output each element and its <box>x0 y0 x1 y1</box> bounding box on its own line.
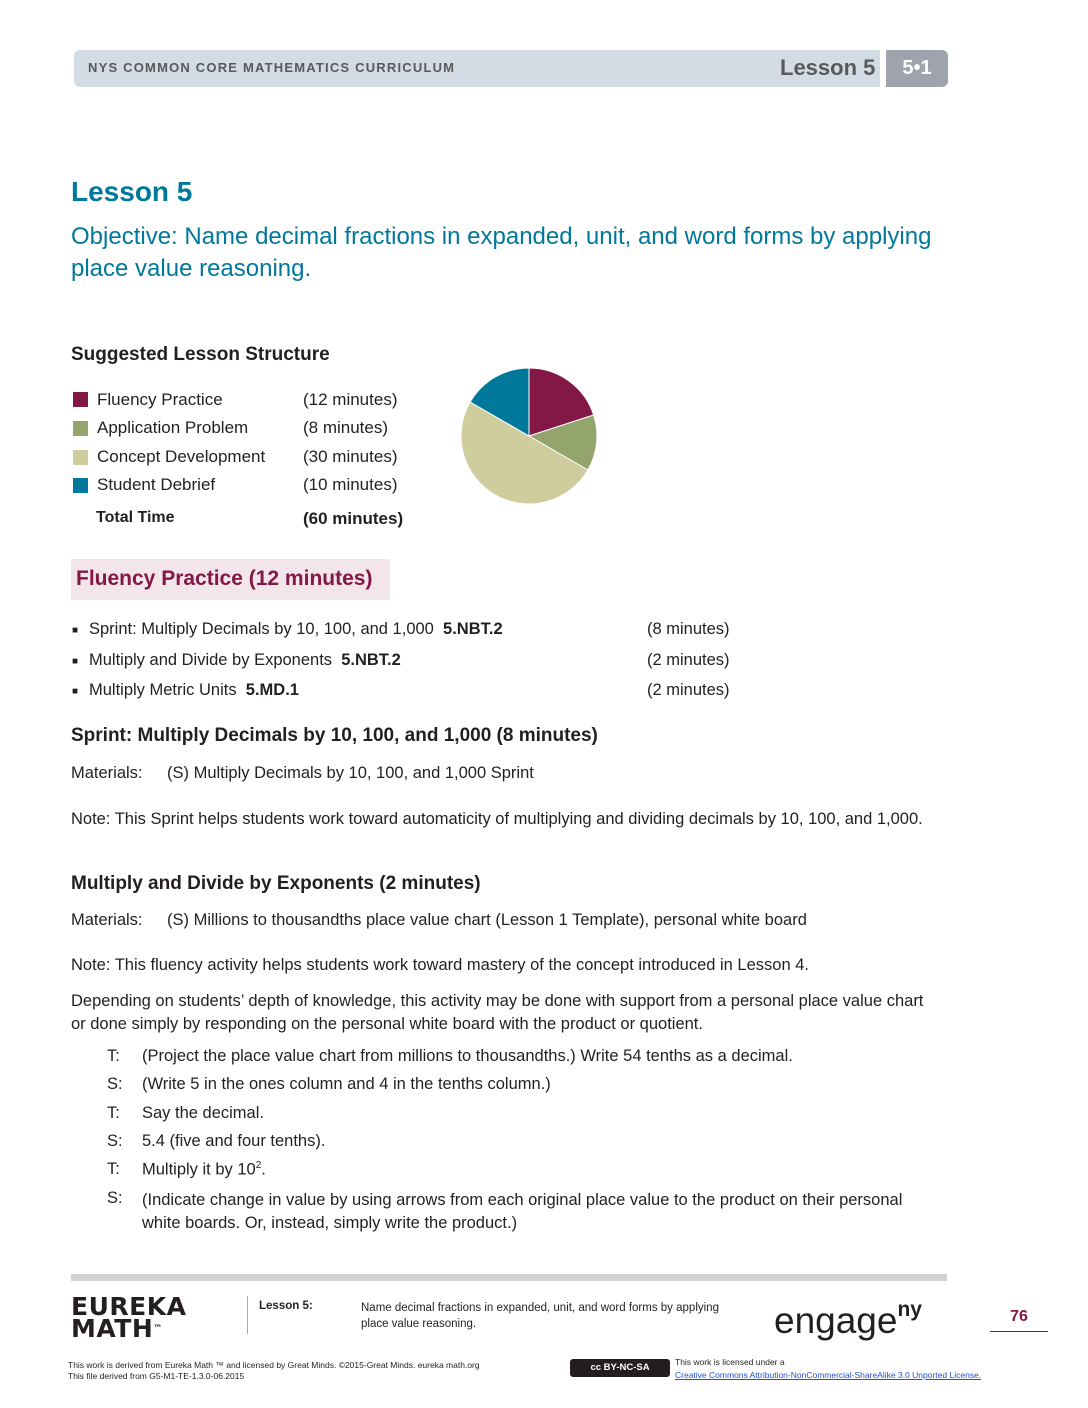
fluency-item-time: (2 minutes) <box>647 681 730 699</box>
exponents-materials-label: Materials: <box>71 911 143 929</box>
eureka-math-logo: EUREKA MATH™ <box>71 1292 187 1343</box>
exponent-superscript: 2 <box>255 1160 262 1171</box>
total-time-label: Total Time <box>96 509 175 526</box>
dialogue-speaker: T: <box>107 1047 120 1065</box>
standard-code: 5.NBT.2 <box>341 651 401 669</box>
legend-time-application: (8 minutes) <box>303 418 389 437</box>
standard-code: 5.MD.1 <box>245 681 299 699</box>
dialogue-line: 5.4 (five and four tenths). <box>142 1132 326 1150</box>
fluency-item-text: Sprint: Multiply Decimals by 10, 100, and 1,000 5.NBT.2 <box>89 620 503 638</box>
header-lesson-label: Lesson 5 <box>780 55 876 80</box>
legend-label-concept: Concept Development <box>97 447 266 466</box>
credit-line: This work is derived from Eureka Math ™ and licensed by Great Minds. ©2015-Great Minds. eureka math.org <box>68 1360 480 1370</box>
lesson-structure-heading: Suggested Lesson Structure <box>71 344 330 365</box>
swatch-fluency <box>73 392 88 407</box>
exponents-materials: (S) Millions to thousandths place value chart (Lesson 1 Template), personal white board <box>167 911 807 929</box>
fluency-item-time: (2 minutes) <box>647 651 730 669</box>
exponents-paragraph: Depending on students’ depth of knowledge, this activity may be done with support from a personal place value chart or done simply by responding on the personal white board with the product or quotient. <box>71 992 924 1033</box>
bullet-icon: ■ <box>72 656 79 667</box>
legend-time-fluency: (12 minutes) <box>303 390 398 409</box>
source-file-line: This file derived from G5-M1-TE-1.3.0-06.2015 <box>68 1371 245 1381</box>
fluency-item-text: Multiply Metric Units 5.MD.1 <box>89 681 299 699</box>
dialogue-speaker: T: <box>107 1104 120 1122</box>
bullet-icon: ■ <box>72 686 79 697</box>
curriculum-title: NYS COMMON CORE MATHEMATICS CURRICULUM <box>88 60 456 75</box>
bullet-icon: ■ <box>72 625 79 636</box>
standard-code: 5.NBT.2 <box>443 620 503 638</box>
legend-label-debrief: Student Debrief <box>97 475 216 494</box>
dialogue-line: (Indicate change in value by using arrows from each original place value to the product on their personal white boards. Or, instead, simply write the product.) <box>142 1191 903 1232</box>
total-time-value: (60 minutes) <box>303 509 404 528</box>
dialogue-speaker: T: <box>107 1160 120 1178</box>
dialogue-line: Multiply it by $10^2$. <box>142 1160 266 1179</box>
fluency-item-time: (8 minutes) <box>647 620 730 638</box>
fluency-heading: Fluency Practice (12 minutes) <box>76 567 373 590</box>
fluency-item-text: Multiply and Divide by Exponents 5.NBT.2 <box>89 651 401 669</box>
dialogue-speaker: S: <box>107 1189 123 1207</box>
page-title: Lesson 5 <box>71 176 193 207</box>
exponents-heading: Multiply and Divide by Exponents (2 minutes) <box>71 873 481 894</box>
license-text: This work is licensed under a <box>675 1357 785 1367</box>
engageny-logo: engage$^{ny}$ <box>774 1297 922 1341</box>
sprint-materials-label: Materials: <box>71 764 143 782</box>
dialogue-speaker: S: <box>107 1075 123 1093</box>
module-badge: 5•1 <box>886 50 948 87</box>
sprint-heading: Sprint: Multiply Decimals by 10, 100, and 1,000 (8 minutes) <box>71 725 598 746</box>
lesson-objective: Objective: Name decimal fractions in expanded, unit, and word forms by applying place value reasoning. <box>71 223 932 282</box>
dialogue-line: (Write 5 in the ones column and 4 in the tenths column.) <box>142 1075 551 1093</box>
page-number-rule <box>990 1331 1048 1332</box>
legend-label-application: Application Problem <box>97 418 249 437</box>
cc-license-badge: cc BY-NC-SA <box>570 1359 670 1377</box>
footer-lesson-label: Lesson 5: <box>259 1300 313 1312</box>
exponents-note: Note: This fluency activity helps students work toward mastery of the concept introduced in Lesson 4. <box>71 956 809 974</box>
page-number: 76 <box>1010 1308 1028 1325</box>
sprint-note: Note: This Sprint helps students work toward automaticity of multiplying and dividing decimals by 10, 100, and 1,000. <box>71 810 923 828</box>
lesson-structure-pie-chart <box>455 362 603 510</box>
legend-time-debrief: (10 minutes) <box>303 475 398 494</box>
footer-divider <box>247 1296 248 1334</box>
license-link[interactable]: Creative Commons Attribution-NonCommercial-ShareAlike 3.0 Unported License. <box>675 1370 982 1380</box>
sprint-materials: (S) Multiply Decimals by 10, 100, and 1,000 Sprint <box>167 764 534 782</box>
footer-lesson-desc: Name decimal fractions in expanded, unit, and word forms by applying place value reasoning. <box>361 1302 719 1330</box>
dialogue-line: Say the decimal. <box>142 1104 264 1122</box>
legend-time-concept: (30 minutes) <box>303 447 398 466</box>
dialogue-line: (Project the place value chart from millions to thousandths.) Write 54 tenths as a decimal. <box>142 1047 793 1065</box>
footer-rule <box>71 1274 947 1281</box>
legend-label-fluency: Fluency Practice <box>97 390 223 409</box>
dialogue-speaker: S: <box>107 1132 123 1150</box>
swatch-application <box>73 421 88 436</box>
swatch-debrief <box>73 478 88 493</box>
swatch-concept <box>73 450 88 465</box>
